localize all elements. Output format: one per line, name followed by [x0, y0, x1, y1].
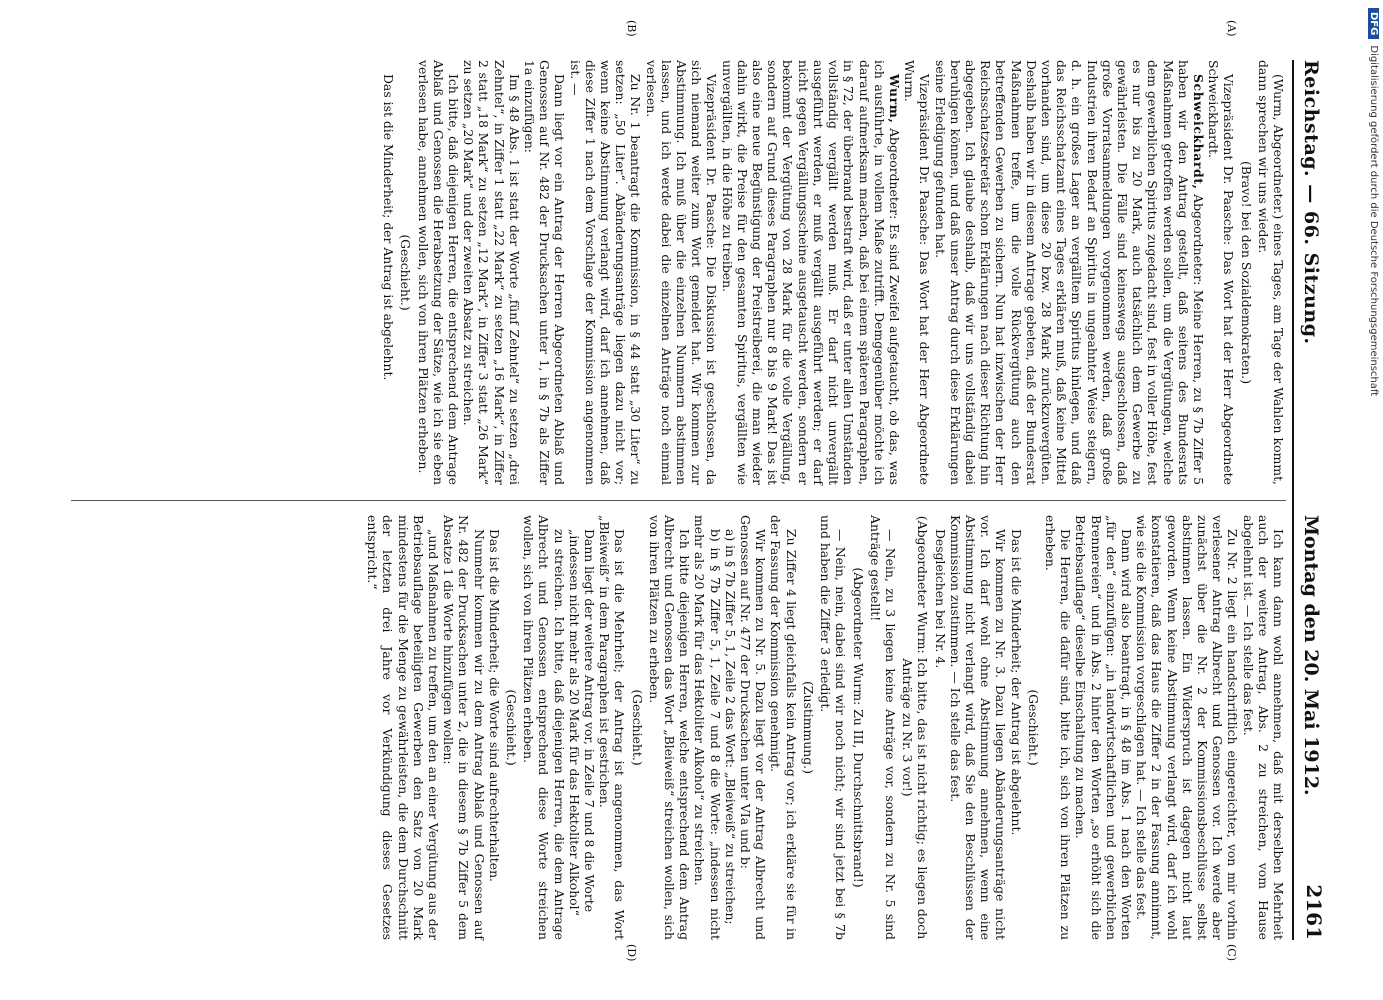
paragraph-text: Zu Nr. 2 liegt ein handschriftlich eingereichter, von mir vorhin verlesener Antrag Albrecht und Genossen vor. Ich werde aber zunächst über die Nr. 2 der Kommissionsbeschlüsse selbst abstimmen lassen. Ein Widerspruch ist dagegen nicht laut geworden. Wenn keine Abstimmung verlangt wird, darf ich wohl konstatieren, daß das Haus die Ziffer 2 in der Fassung annimmt, wie sie die Kommission vorgeschlagen hat. — Ich stelle das fest. [1134, 515, 1241, 940]
paragraph-text: Abgeordneter: Es sind Zweifel aufgetaucht, ob das, was ich ausführte, in vollem Maße zutrifft. Demgegenüber möchte ich darauf aufmerksam machen, daß bei einem späteren Paragraphen, in § 72, der überbrand bestraft wird, daß er unter allen Umständen vollständig vergällt werden muß. Er darf nicht unvergällt ausgeführt werden, er muß vergällt ausgeführt werden; er darf nicht gegen Vergällungsscheine ausgetauscht werden, sondern er bekommt der Vergütung von 28 Mark für die volle Vergällung, sondern auf Grund dieses Paragraphen nur 8 bis 9 Mark! Das ist also eine neue Begünstigung der Preistreiberei, die man wieder dahin wirkt, die Preise für den gesamten Spiritus, vergällten wie unvergällten, in die Höhe zu treiben. [719, 60, 902, 485]
stage-direction-text: (Geschieht.) [504, 689, 520, 766]
stage-direction [504, 515, 519, 940]
paragraph [768, 515, 798, 940]
paragraph [692, 515, 722, 940]
stage-direction-text: (Abgeordneter Wurm: Zu III, Durchschnittsbrand!) [850, 567, 866, 888]
paragraph [522, 60, 568, 485]
paragraph-text: Vizepräsident Dr. Paasche: Das Wort hat der Herr Abgeordnete Schweickhardt. [1206, 60, 1237, 485]
paragraph-text: „und Maßnahmen zu treffen, um den an einer Vergütung aus der Betriebsauflage beteiligten Gewerben den Satz von 20 Mark mindestens für die Menge zu gewährleisten, die dem Durchschnitt der letzten drei Jahre vor Verkündigung dieses Gesetzes entspricht.“ [365, 515, 442, 940]
paragraph-text: „indessen nicht mehr als 20 Mark für das Hektoliter Alkohol“ [566, 529, 582, 916]
paragraph-text: Das ist die Minderheit; die Worte sind aufrechterhalten. [486, 529, 502, 882]
paragraph [487, 515, 502, 940]
paragraph [365, 515, 441, 940]
paragraph-text: Das ist die Minderheit; der Antrag ist abgelehnt. [381, 74, 397, 381]
header-left: Reichstag. — 66. Sitzung. [1300, 60, 1322, 345]
stage-direction [850, 515, 865, 940]
paragraph [441, 515, 487, 940]
paragraph [1073, 515, 1134, 940]
paragraph-text: Im § 48 Abs. 1 ist statt der Worte „fünf Zehntel“ zu setzen „drei Zehntel“, in Ziffer 1 statt „22 Mark“ zu setzen „16 Mark“, in Ziffer 2 statt „18 Mark“ zu setzen „12 Mark“, in Ziffer 3 statt „26 Mark“ zu setzen „20 Mark“ und der zweiten Absatz zu streichen. [461, 60, 522, 485]
paragraph-text: Ich kann dann wohl annehmen, daß mit derselben Mehrheit auch der weitere Antrag, Abs. 2 zu streichen, vom Hause abgelehnt ist. — Ich stelle das fest. [1240, 515, 1286, 940]
paragraph-text: (Wurm, Abgeordneter.) eines Tages, am Tage der Wahlen kommt, dann sprechen wir uns wieder. [1255, 60, 1286, 485]
dfg-stamp [1365, 8, 1379, 992]
paragraph-text: Wir kommen zu Nr. 3. Dazu liegen Abänderungsanträge nicht vor. Ich darf wohl ohne Abstimmung annehmen, wenn eine Abstimmung nicht verlangt wird, daß Sie den Beschlüssen der Kommission zustimmen. — Ich stelle das fest. [947, 515, 1009, 940]
paragraph [719, 60, 901, 485]
paragraph [932, 515, 947, 940]
margin-marker-c: (C) [1225, 944, 1238, 961]
paragraph-text: — Nein, nein, dabei sind wir noch nicht; wir sind jetzt bei § 7b und haben die Ziffer 3 erledigt. [818, 515, 849, 940]
paragraph [1206, 60, 1236, 485]
page-content [58, 20, 1328, 962]
stage-direction [801, 515, 816, 940]
stage-direction-text: (Geschieht.) [398, 234, 414, 311]
paragraph [597, 515, 627, 940]
paragraph-text: Dann liegt der weitere Antrag vor, in Zeile 7 und 8 die Worte [582, 529, 598, 913]
stage-direction [398, 60, 413, 485]
stage-direction-text: (Zustimmung.) [800, 681, 816, 774]
paragraph [415, 60, 461, 485]
stage-direction [1026, 515, 1041, 940]
paragraph [582, 515, 597, 940]
page-number: 2161 [1302, 884, 1326, 940]
stage-direction-text: (Geschieht.) [1025, 689, 1041, 766]
stage-direction-text: (Geschieht.) [629, 689, 645, 766]
paragraph [1134, 515, 1240, 940]
stage-direction [629, 515, 644, 940]
paragraph-text: Das ist die Minderheit; der Antrag ist abgelehnt. [1008, 529, 1024, 836]
header-center: Montag den 20. Mai 1912. [1300, 515, 1322, 796]
paragraph [723, 515, 738, 940]
stage-direction [900, 515, 930, 940]
page-header [1292, 60, 1328, 940]
paragraph-text: Vizepräsident Dr. Paasche: Das Wort hat der Herr Abgeordnete Wurm. [902, 60, 933, 485]
paragraph [868, 515, 898, 940]
paragraph-text: Das ist die Mehrheit; der Antrag ist angenommen, das Wort „Bleiweiß“ in dem Paragraphen ist gestrichen. [597, 515, 628, 940]
left-column [381, 60, 1286, 485]
paragraph [1008, 515, 1023, 940]
margin-marker-d: (D) [625, 944, 638, 962]
paragraph [948, 515, 1009, 940]
paragraph [647, 515, 693, 940]
margin-marker-b: (B) [625, 20, 638, 37]
paragraph-text: Dann wird also beantragt, in § 48 im Abs. 1 nach den Worten „für den“ einzufügen: „in landwirtschaftlichen und gewerblichen Brennereien“ und in Abs. 2 hinter den Worten „so erhöht sich die Betriebsauflage“ dieselbe Einschaltung zu machen. [1073, 515, 1134, 940]
paragraph [1240, 515, 1286, 940]
paragraph-text: Die Herren, die dafür sind, bitte ich, sich von ihren Plätzen zu erheben. [1042, 515, 1074, 940]
paragraph [461, 60, 522, 485]
dfg-stamp-text: Digitalisierung gefördert durch die Deutsche Forschungsgemeinschaft [1368, 45, 1379, 397]
paragraph [738, 515, 768, 940]
stage-direction-text: (Bravo! bei den Sozialdemokraten.) [1238, 160, 1254, 385]
right-column [365, 515, 1286, 940]
speaker-name: Wurm, [886, 74, 902, 124]
stage-direction [1238, 60, 1253, 485]
paragraph [381, 60, 396, 485]
paragraph-text: Zu Ziffer 4 liegt gleichfalls kein Antrag vor; ich erkläre sie für in der Fassung der Kommission genehmigt. [768, 515, 799, 940]
stage-direction-text: (Abgeordneter Wurm: Ich bitte, das ist nicht richtig; es liegen doch Anträge zu Nr. 3 vor!) [900, 515, 931, 940]
paragraph-text: Dann liegt vor ein Antrag der Herren Abgeordneten Ablaß und Genossen auf Nr. 482 der Drucksachen unter 1, in § 7b als Ziffer 1a einzufügen: [522, 60, 568, 485]
paragraph [567, 515, 582, 940]
paragraph [902, 60, 932, 485]
paragraph-text: Ich bitte diejenigen Herren, welche entsprechend dem Antrag Albrecht und Genossen das Wort „Bleiweiß“ streichen wollen, sich von ihren Plätzen zu erheben. [646, 515, 693, 940]
paragraph [1043, 515, 1073, 940]
dfg-logo: DFG [1368, 8, 1379, 39]
paragraph-text: — Nein, zu 3 liegen keine Anträge vor, sondern zu Nr. 5 sind Anträge gestellt! [867, 515, 898, 940]
paragraph-text: Ich bitte, daß diejenigen Herren, die entsprechend dem Antrage Ablaß und Genossen die Herabsetzung der Sätze, wie ich sie eben verlesen habe, annehmen wollen, sich von ihren Plätzen erheben. [415, 60, 462, 485]
paragraph-text: Abgeordneter: Meine Herren, zu § 7b Ziffer 5 haben wir den Antrag gestellt, daß seitens des Bundesrats Maßnahmen getroffen werden sollen, um die Vergütungen, welche dem gewerblichen Spiritus zugedacht sind, fest in voller Höhe, fest es nur bis zu 20 Mark, auch tatsächlich dem Gewerbe zu gewährleisten. Die Fälle sind keineswegs ausgeschlossen, daß große Vorratsanmeldungen vorgenommen werden, daß große Industrien ihren Bedarf an Spiritus in ungeahnter Weise steigern, d. h. ein großes Lager an vergälltem Spiritus hinlegen, und daß das Reichsschatzamt eines Tages erklären muß, daß keine Mittel vorhanden sind, um diese 20 bzw. 28 Mark zurückzuvergüten. Deshalb haben wir in diesem Antrage gebeten, daß der Bundesrat Maßnahmen treffe, um die volle Rückvergütung auch den betreffenden Gewerben zu sichern. Nun hat inzwischen der Herr Reichsschatzsekretär schon Erklärungen nach dieser Richtung hin abgegeben. Ich glaube deshalb, daß wir uns vollständig dabei beruhigen können, und daß unser Antrag durch diese Erklärungen seine Erledigung gefunden hat. [932, 60, 1206, 485]
paragraph-text: Vizepräsident Dr. Paasche: Die Diskussion ist geschlossen, da sich niemand weiter zum Wort gemeldet hat. Wir kommen zur Abstimmung. Ich muß über die einzelnen Nummern abstimmen lassen, und ich werde dabei die einzelnen Anträge noch einmal verlesen. [643, 60, 720, 485]
paragraph-text: b) in § 7b Ziffer 5, 1, Zeile 7 und 8 die Worte: „indessen nicht mehr als 20 Mark für das Hektoliter Alkohol“ zu streichen. [692, 515, 723, 940]
paragraph [818, 515, 848, 940]
paragraph-text: Nunmehr kommen wir zu dem Antrag Ablaß und Genossen auf Nr. 482 der Drucksachen unter 2, die in diesem § 7b Ziffer 5 dem Absatze 1 die Worte hinzufügen wollen: [441, 515, 487, 940]
paragraph [521, 515, 567, 940]
paragraph-text: zu streichen. Ich bitte, daß diejenigen Herren, die dem Antrage Albrecht und Genossen entsprechend diese Worte streichen wollen, sich von ihren Plätzen erheben. [521, 515, 567, 940]
paragraph [567, 60, 643, 485]
paragraph-text: Zu Nr. 1 beantragt die Kommission, in § 44 statt „30 Liter“ zu setzen: „50 Liter“. Abänderungsanträge liegen dazu nicht vor; wenn keine Abstimmung verlangt wird, darf ich annehmen, daß diese Ziffer 1 nach dem Vorschlage der Kommission angenommen ist. — [567, 60, 644, 485]
paragraph [643, 60, 719, 485]
column-divider [71, 500, 1286, 501]
paragraph [932, 60, 1206, 485]
paragraph [1256, 60, 1286, 485]
paragraph-text: Desgleichen bei Nr. 4. [932, 529, 948, 669]
margin-marker-a: (A) [1225, 20, 1238, 37]
speaker-name: Schweickhardt, [1190, 74, 1206, 190]
paragraph-text: Wir kommen zu Nr. 5. Dazu liegt vor der Antrag Albrecht und Genossen auf Nr. 477 der Drucksachen unter VIa und b: [738, 515, 769, 940]
paragraph-text: a) in § 7b Ziffer 5, 1, Zeile 2 das Wort: „Bleiweiß“ zu streichen; [722, 529, 738, 925]
